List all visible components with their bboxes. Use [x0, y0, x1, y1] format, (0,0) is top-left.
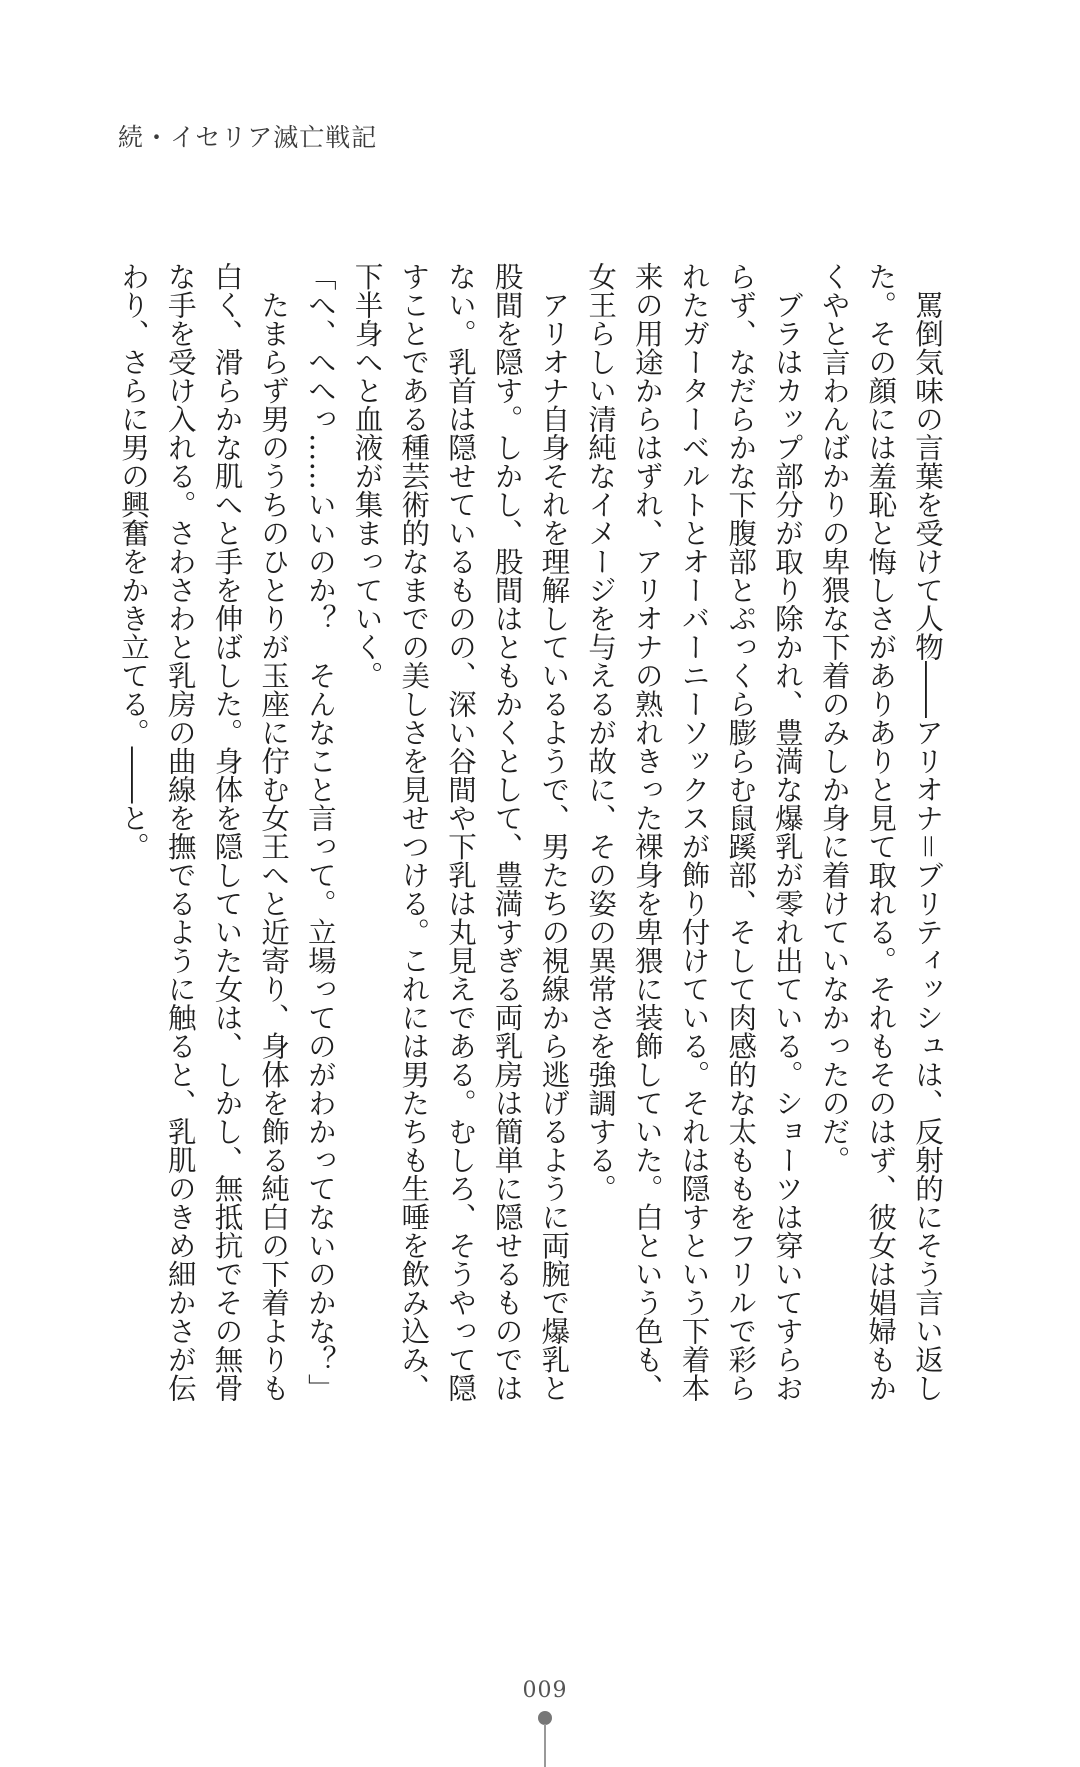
text-line: 股間を隠す。しかし、股間はともかくとして、豊満すぎる両乳房は簡単に隠せるものでは [490, 262, 524, 1402]
running-title: 続・イセリア滅亡戦記 [118, 123, 378, 152]
text-line: 女王らしい清純なイメージを与えるが故に、その姿の異常さを強調する。 [584, 262, 618, 1203]
text-line: ブラはカップ部分が取り除かれ、豊満な爆乳が零れ出ている。ショーツは穿いてすらお [770, 262, 804, 1402]
text-line: 「へ、へへっ……いいのか？ そんなこと言って。立場ってのがわかってないのかな？」 [303, 262, 337, 1402]
text-line: な手を受け入れる。さわさわと乳房の曲線を撫でるように触ると、乳肌のきめ細かさが伝 [163, 262, 197, 1402]
text-line: くやと言わんばかりの卑猥な下着のみしか身に着けていなかったのだ。 [817, 262, 851, 1174]
text-line: 白く、滑らかな肌へと手を伸ばした。身体を隠していた女は、しかし、無抵抗でその無骨 [210, 262, 244, 1402]
text-line: 罵倒気味の言葉を受けて人物――アリオナ＝ブリティッシュは、反射的にそう言い返し [911, 262, 944, 1402]
body-text [109, 262, 950, 1412]
text-line: アリオナ自身それを理解しているようで、男たちの視線から逃げるように両腕で爆乳と [537, 262, 571, 1402]
page-number: 009 [522, 1678, 568, 1703]
text-line: れたガーターベルトとオーバーニーソックスが飾り付けている。それは隠すという下着本 [677, 262, 711, 1402]
text-line: た。その顔には羞恥と悔しさがありありと見て取れる。それもそのはず、彼女は娼婦もか [864, 262, 898, 1402]
text-line: わり、さらに男の興奮をかき立てる。――と。 [117, 262, 151, 861]
folio-dot-ornament [538, 1711, 552, 1725]
text-line: すことである種芸術的なまでの美しさを見せつける。これには男たちも生唾を飲み込み、 [397, 262, 431, 1402]
folio-rule-ornament [544, 1724, 546, 1767]
text-line: たまらず男のうちのひとりが玉座に佇む女王へと近寄り、身体を飾る純白の下着よりも [257, 262, 291, 1402]
text-line: 来の用途からはずれ、アリオナの熟れきった裸身を卑猥に装飾していた。白という色も、 [630, 262, 664, 1402]
text-line: 下半身へと血液が集まっていく。 [350, 262, 384, 690]
text-line: らず、なだらかな下腹部とぷっくら膨らむ鼠蹊部、そして肉感的な太ももをフリルで彩ら [724, 262, 758, 1402]
text-line: ない。乳首は隠せているものの、深い谷間や下乳は丸見えである。むしろ、そうやって隠 [443, 262, 477, 1402]
